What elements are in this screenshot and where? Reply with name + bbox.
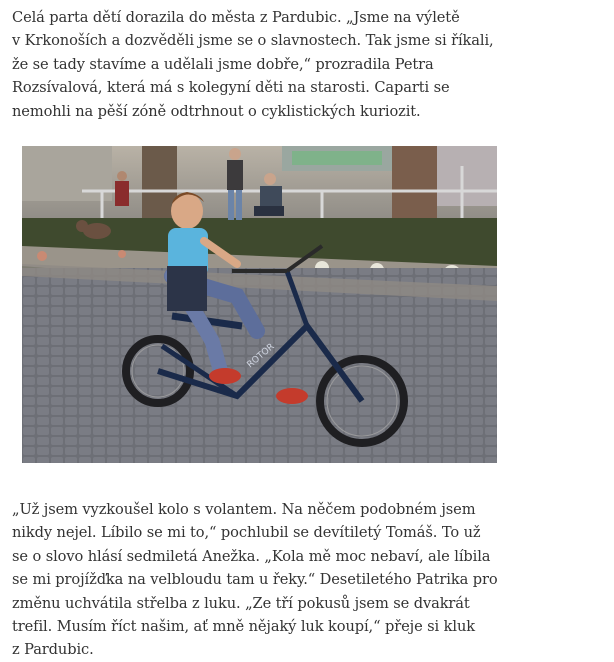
paragraph-line: že se tady stavíme a udělali jsme dobře,“ prozradila Petra [12,55,434,73]
paragraph-line: z Pardubic. [12,641,94,659]
bike-label: ROTOR [245,341,277,371]
article-photo [22,146,497,463]
paragraph-line: Celá parta dětí dorazila do města z Pardubic. „Jsme na výletě [12,9,460,26]
paragraph-line: se mi projížďka na velbloudu tam u řeky.“ Desetiletého Patrika pro [12,571,498,589]
building-pillar [392,146,437,224]
paragraph-line: se o slovo hlásí sedmiletá Anežka. „Kola mě moc nebaví, ale líbila [12,547,491,565]
paragraph-line: nikdy nejel. Líbilo se mi to,“ pochlubil se devítiletý Tomáš. To už [12,524,481,542]
article-paragraph-1 [12,6,492,123]
paragraph-line: Rozsívalová, která má s kolegyní děti na starosti. Caparti se [12,79,450,97]
paragraph-line: „Už jsem vyzkoušel kolo s volantem. Na něčem podobném jsem [12,501,476,518]
paragraph-line: trefil. Musím říct našim, ať mně nějaký luk koupí,“ přeje si kluk [12,618,475,636]
article-paragraph-2 [12,498,498,662]
paragraph-line: nemohli na pěší zóně odtrhnout o cyklistických kuriozit. [12,102,421,120]
paragraph-line: změnu uchvátila střelba z luku. „Ze tří pokusů jsem se dvakrát [12,594,470,612]
paragraph-line: v Krkonoších a dozvěděli jsme se o slavnostech. Tak jsme si říkali, [12,32,494,50]
photo-boy-on-chopper-bike [22,146,497,463]
